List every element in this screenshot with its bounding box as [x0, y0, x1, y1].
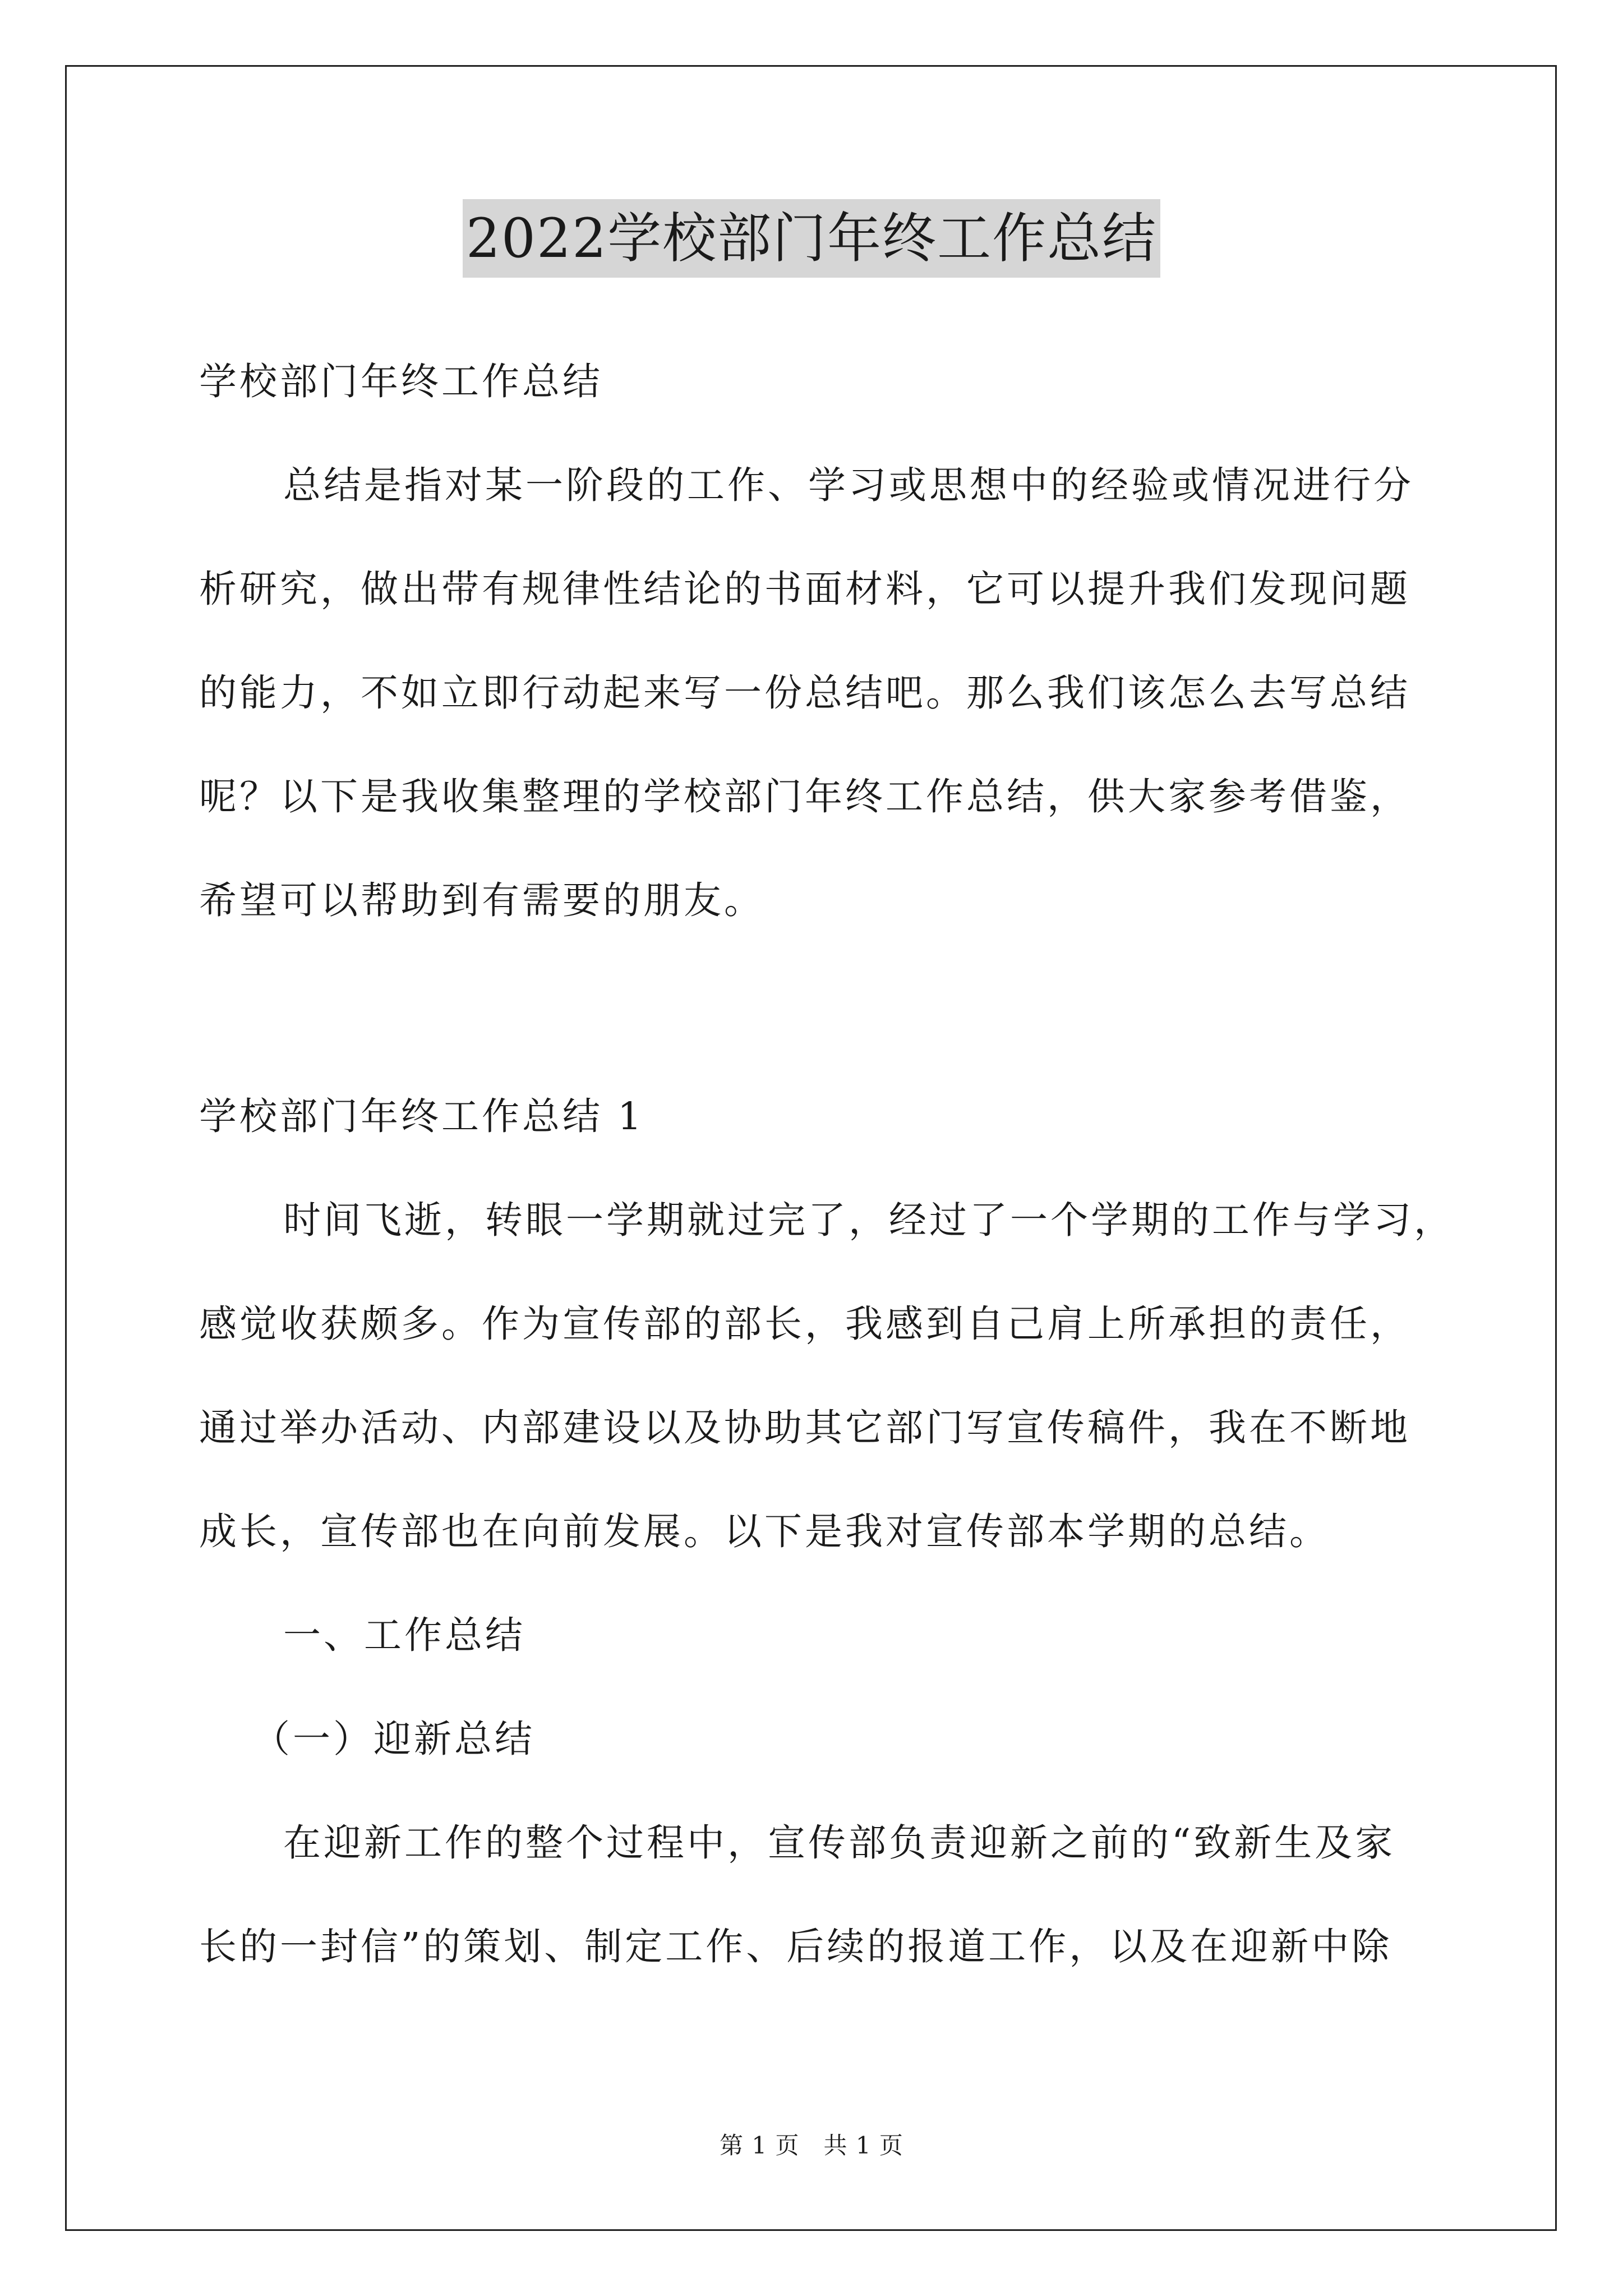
paragraph-line: 析研究，做出带有规律性结论的书面材料，它可以提升我们发现问题	[199, 567, 1410, 611]
paragraph-line: 成长，宣传部也在向前发展。以下是我对宣传部本学期的总结。	[199, 1510, 1330, 1553]
section-heading: 学校部门年终工作总结 1	[199, 1094, 644, 1138]
paragraph-line: 的能力，不如立即行动起来写一份总结吧。那么我们该怎么去写总结	[199, 671, 1410, 715]
title-container	[0, 199, 1623, 278]
subsection-heading: 一、工作总结	[283, 1613, 525, 1657]
paragraph-line: 希望可以帮助到有需要的朋友。	[199, 878, 764, 922]
paragraph-line: 总结是指对某一阶段的工作、学习或思想中的经验或情况进行分	[283, 463, 1414, 507]
paragraph-line: 长的一封信”的策划、制定工作、后续的报道工作，以及在迎新中除	[199, 1925, 1393, 1968]
subtitle-line: 学校部门年终工作总结	[199, 360, 603, 403]
paragraph-line: 时间飞逝，转眼一学期就过完了，经过了一个学期的工作与学习，	[283, 1198, 1454, 1242]
subsection-heading: （一）迎新总结	[252, 1717, 535, 1761]
paragraph-line: 感觉收获颇多。作为宣传部的部长，我感到自己肩上所承担的责任，	[199, 1302, 1410, 1346]
paragraph-line: 通过举办活动、内部建设以及协助其它部门写宣传稿件，我在不断地	[199, 1406, 1410, 1450]
document-title: 2022学校部门年终工作总结	[463, 199, 1160, 278]
paragraph-line: 呢？以下是我收集整理的学校部门年终工作总结，供大家参考借鉴，	[199, 775, 1410, 818]
page-number: 第 1 页 共 1 页	[720, 2132, 903, 2159]
paragraph-line: 在迎新工作的整个过程中，宣传部负责迎新之前的“致新生及家	[283, 1821, 1396, 1865]
